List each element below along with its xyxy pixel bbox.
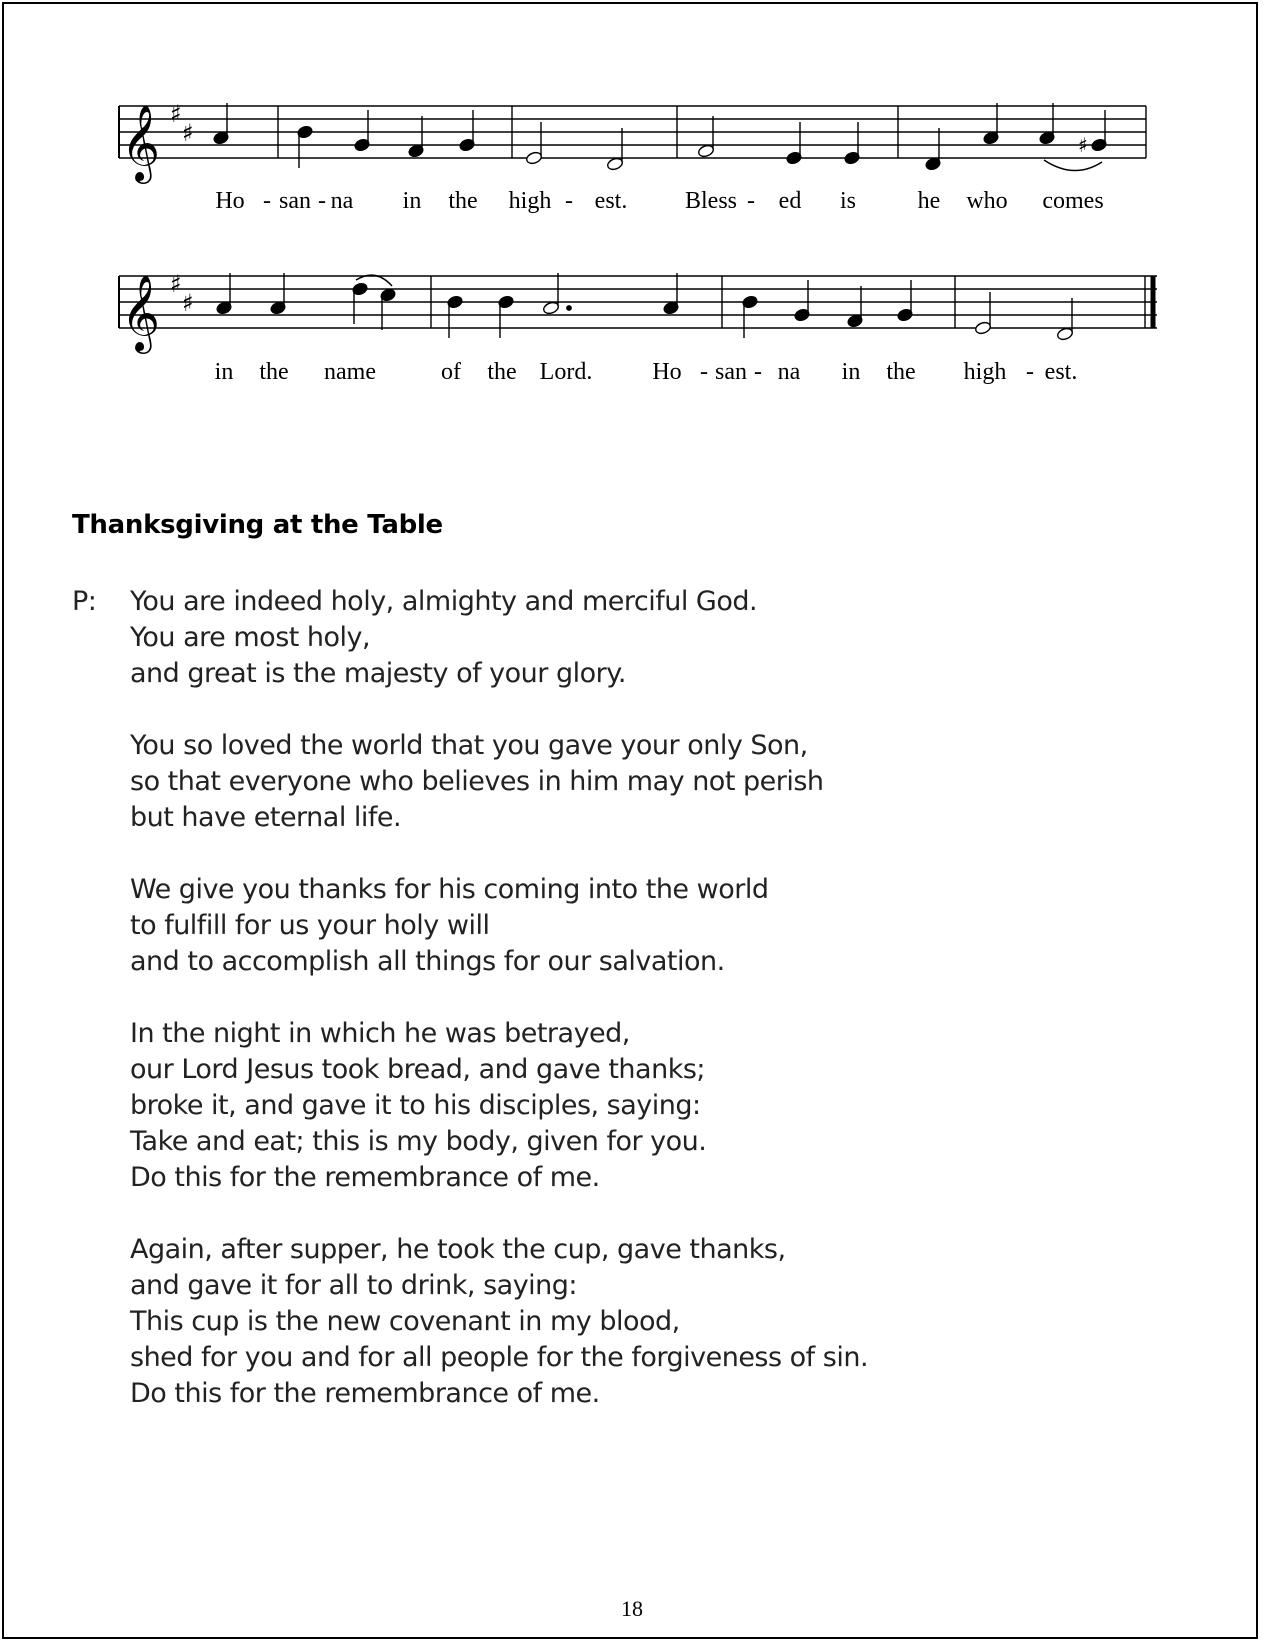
- lyric-syllable: in: [402, 188, 422, 214]
- lyric-syllable: -: [318, 188, 326, 214]
- lyric-syllable: est.: [594, 188, 628, 214]
- text-line: Take and eat; this is my body, given for you.: [130, 1126, 707, 1157]
- sharp-icon: ♯: [170, 270, 182, 298]
- lyric-syllable: -: [754, 359, 762, 385]
- lyric-syllable: in: [214, 359, 234, 385]
- lyric-syllable: is: [839, 188, 857, 214]
- speaker-label: P:: [72, 586, 97, 617]
- lyric-syllable: Lord.: [539, 359, 593, 385]
- lyric-syllable: of: [441, 359, 461, 385]
- lyric-syllable: est.: [1044, 359, 1078, 385]
- music-staff-system-1: [4, 86, 1260, 196]
- lyrics-line-2: [4, 359, 1260, 389]
- lyrics-line-1: [4, 188, 1260, 218]
- lyric-syllable: -: [1026, 359, 1034, 385]
- stanza: [130, 584, 1180, 692]
- lyric-syllable: in: [841, 359, 861, 385]
- lyric-syllable: high: [963, 359, 1007, 385]
- stanza: [130, 1016, 1180, 1196]
- lyric-syllable: comes: [1042, 188, 1104, 214]
- lyric-syllable: -: [565, 188, 573, 214]
- text-line: Again, after supper, he took the cup, gave thanks,: [130, 1234, 786, 1265]
- text-line: You so loved the world that you gave your only Son,: [130, 730, 808, 761]
- text-line: to fulfill for us your holy will: [130, 910, 490, 941]
- text-line: and to accomplish all things for our salvation.: [130, 946, 725, 977]
- lyric-syllable: -: [263, 188, 271, 214]
- lyric-syllable: ed: [778, 188, 802, 214]
- section-heading: Thanksgiving at the Table: [72, 510, 443, 540]
- lyric-syllable: he: [917, 188, 941, 214]
- lyric-syllable: -: [747, 188, 755, 214]
- stanza: [130, 872, 1180, 980]
- lyric-syllable: na: [777, 359, 801, 385]
- sharp-icon: ♯: [1078, 133, 1088, 157]
- sharp-icon: ♯: [182, 119, 194, 147]
- text-line: We give you thanks for his coming into the world: [130, 874, 769, 905]
- lyric-syllable: high: [508, 188, 552, 214]
- text-line: shed for you and for all people for the forgiveness of sin.: [130, 1342, 869, 1373]
- lyric-syllable: name: [324, 359, 376, 385]
- text-line: broke it, and gave it to his disciples, saying:: [130, 1090, 701, 1121]
- lyric-syllable: who: [966, 188, 1008, 214]
- text-line: Do this for the remembrance of me.: [130, 1378, 600, 1409]
- text-line: our Lord Jesus took bread, and gave thanks;: [130, 1054, 705, 1085]
- text-line: and gave it for all to drink, saying:: [130, 1270, 578, 1301]
- lyric-syllable: Ho: [652, 359, 682, 385]
- stanza: [130, 1232, 1180, 1412]
- lyric-syllable: san: [715, 359, 747, 385]
- sharp-icon: ♯: [182, 289, 194, 317]
- lyric-syllable: the: [259, 359, 289, 385]
- stanzas: [130, 584, 1180, 1448]
- page-number: 18: [621, 1596, 643, 1621]
- treble-clef-icon: 𝄞: [121, 104, 161, 181]
- hymnal-page: [2, 2, 1258, 1639]
- music-staff-system-2: [4, 256, 1260, 366]
- text-line: This cup is the new covenant in my blood,: [130, 1306, 680, 1337]
- text-line: Do this for the remembrance of me.: [130, 1162, 600, 1193]
- treble-clef-icon: 𝄞: [121, 274, 161, 351]
- text-line: and great is the majesty of your glory.: [130, 658, 626, 689]
- slur: [1044, 160, 1102, 171]
- text-line: You are most holy,: [130, 622, 371, 653]
- lyric-syllable: Ho: [215, 188, 245, 214]
- sharp-icon: ♯: [170, 100, 182, 128]
- text-line: but have eternal life.: [130, 802, 402, 833]
- text-line: In the night in which he was betrayed,: [130, 1018, 630, 1049]
- lyric-syllable: the: [886, 359, 916, 385]
- lyric-syllable: na: [330, 188, 354, 214]
- text-line: so that everyone who believes in him may not perish: [130, 766, 824, 797]
- lyric-syllable: -: [700, 359, 708, 385]
- lyric-syllable: Bless: [684, 188, 738, 214]
- text-line: You are indeed holy, almighty and merciful God.: [130, 586, 758, 617]
- lyric-syllable: the: [487, 359, 517, 385]
- lyric-syllable: san: [279, 188, 311, 214]
- lyric-syllable: the: [448, 188, 478, 214]
- stanza: [130, 728, 1180, 836]
